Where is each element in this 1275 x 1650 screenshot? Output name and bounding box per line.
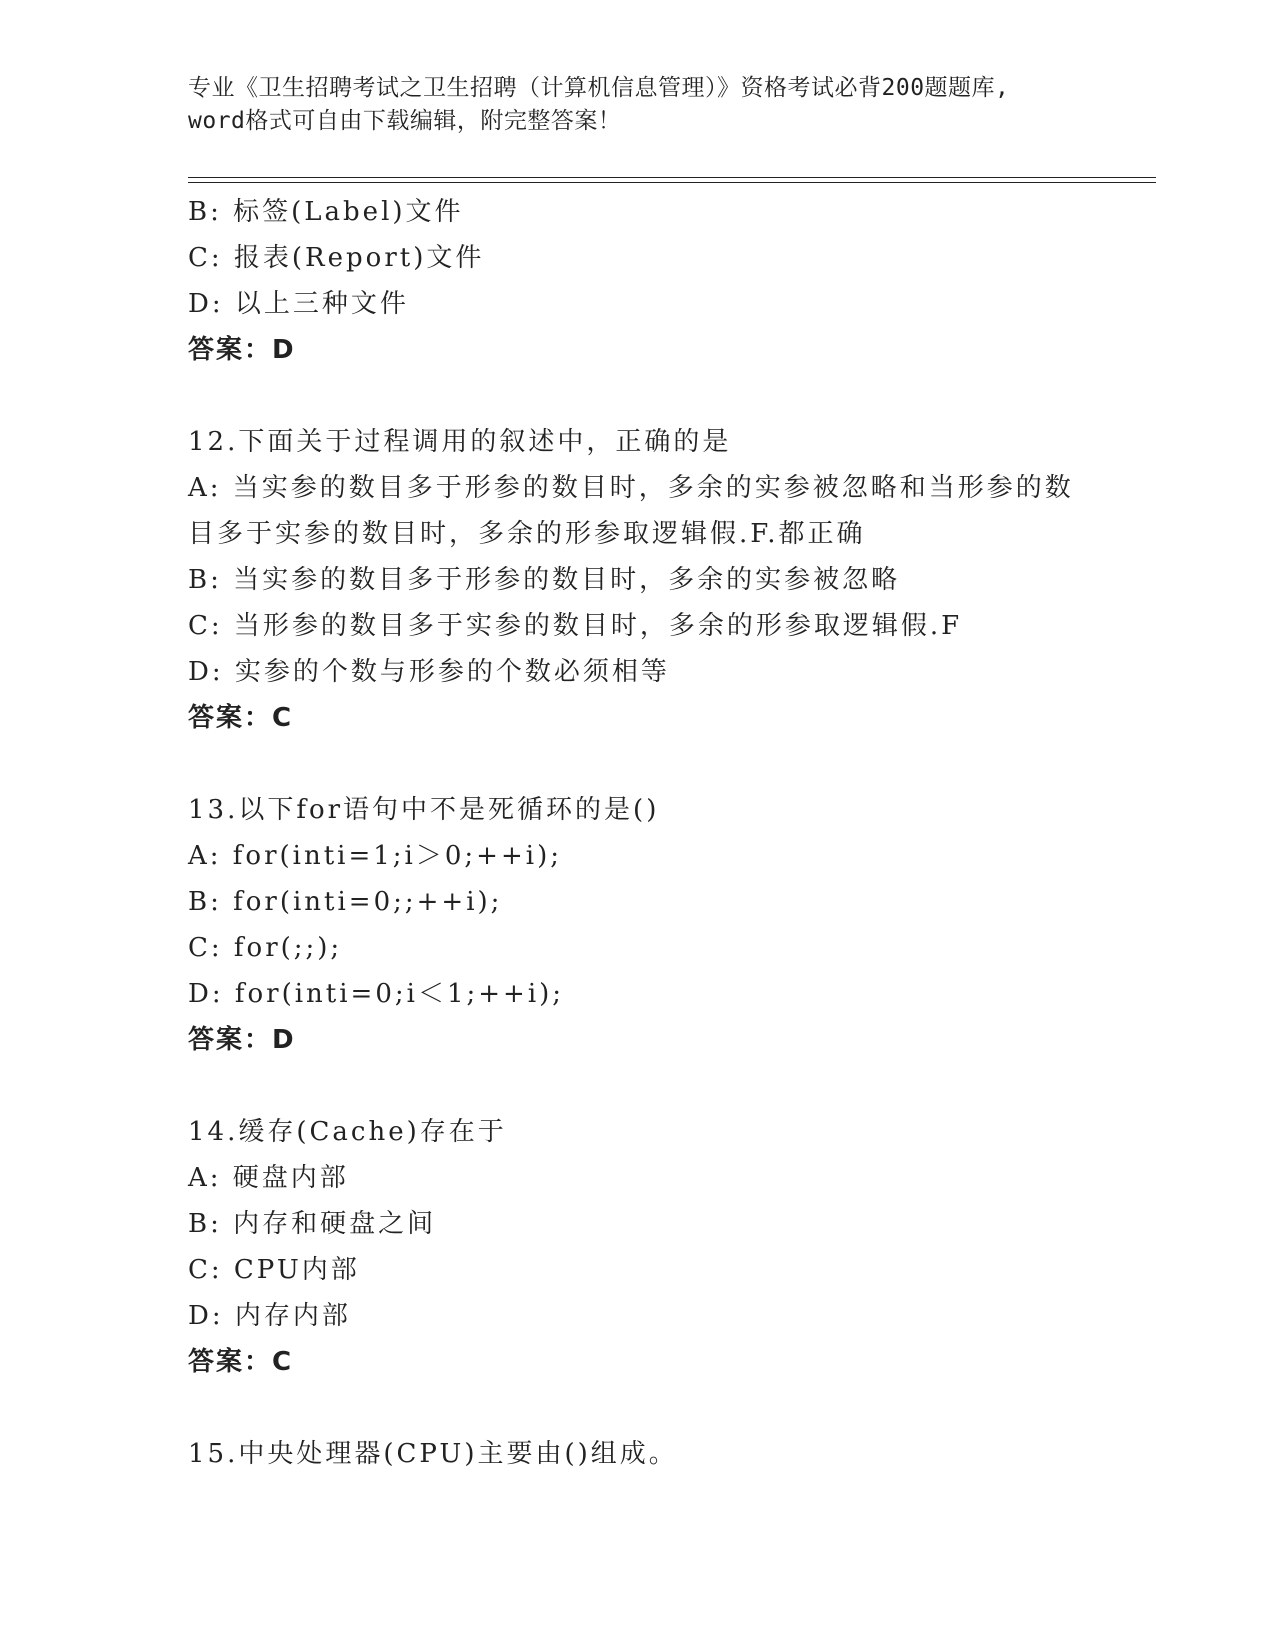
option-b: B: 当实参的数目多于形参的数目时，多余的实参被忽略: [188, 565, 901, 595]
option-d: D: 以上三种文件: [188, 289, 409, 319]
option-a-line1: A: 当实参的数目多于形参的数目时，多余的实参被忽略和当形参的数: [188, 473, 1074, 503]
question-list: [188, 189, 1156, 1477]
header-title-line2: word格式可自由下载编辑，附完整答案！: [188, 108, 622, 134]
question-11-tail: [188, 189, 1156, 373]
option-c: C: 报表(Report)文件: [188, 243, 485, 273]
question-stem: 14.缓存(Cache)存在于: [188, 1117, 507, 1147]
header-title-line1: 专业《卫生招聘考试之卫生招聘（计算机信息管理）》资格考试必背200题题库,: [188, 75, 1010, 101]
option-d: D: 实参的个数与形参的个数必须相等: [188, 657, 670, 687]
option-c: C: 当形参的数目多于实参的数目时，多余的形参取逻辑假.F: [188, 611, 963, 641]
spacer: [188, 1385, 1156, 1431]
header-divider-top: [188, 177, 1156, 178]
question-15: [188, 1431, 1156, 1477]
option-a-line2: 目多于实参的数目时，多余的形参取逻辑假.F.都正确: [188, 519, 866, 549]
option-c: C: CPU内部: [188, 1255, 360, 1285]
option-b: B: 内存和硬盘之间: [188, 1209, 437, 1239]
spacer: [188, 373, 1156, 419]
header-divider-bottom: [188, 182, 1156, 183]
answer: 答案：D: [188, 335, 296, 365]
question-stem: 15.中央处理器(CPU)主要由()组成。: [188, 1439, 678, 1469]
option-d: D: for(inti=0;i＜1;++i);: [188, 979, 565, 1009]
option-a: A: for(inti=1;i＞0;++i);: [188, 841, 562, 871]
document-header: [188, 72, 1088, 138]
question-stem: 12.下面关于过程调用的叙述中，正确的是: [188, 427, 732, 457]
answer: 答案：D: [188, 1025, 296, 1055]
spacer: [188, 741, 1156, 787]
answer: 答案：C: [188, 703, 294, 733]
answer: 答案：C: [188, 1347, 294, 1377]
question-stem: 13.以下for语句中不是死循环的是(): [188, 795, 660, 825]
option-c: C: for(;;);: [188, 933, 343, 963]
option-b: B: 标签(Label)文件: [188, 197, 464, 227]
question-13: [188, 787, 1156, 1063]
spacer: [188, 1063, 1156, 1109]
question-12: [188, 419, 1156, 741]
option-d: D: 内存内部: [188, 1301, 351, 1331]
option-b: B: for(inti=0;;++i);: [188, 887, 503, 917]
question-14: [188, 1109, 1156, 1385]
option-a: A: 硬盘内部: [188, 1163, 349, 1193]
